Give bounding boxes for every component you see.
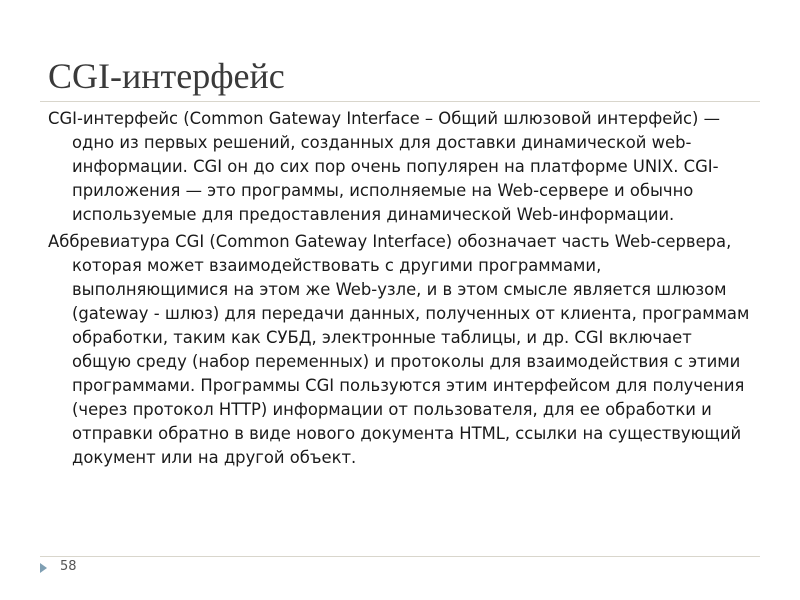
title-divider (40, 101, 760, 102)
triangle-bullet-icon (40, 563, 47, 573)
body-paragraph-2: Аббревиатура CGI (Common Gateway Interface) обозначает часть Web-сервера, которая может взаимодействовать с другими программами, выполняющимися на этом же Web-узле, и в этом смысле является шлюзом (gateway - шлюз) для передачи данных, полученных от клиента, программам обработки, таким как СУБД, электронные таблицы, и др. CGI включает общую среду (набор переменных) и протоколы для взаимодействия с этими программами. Программы CGI пользуются этим интерфейсом для получения (через протокол HTTP) информации от пользователя, для ее обработки и отправки обратно в виде нового документа HTML, ссылки на существующий документ или на другой объект. (48, 232, 750, 467)
slide-title: CGI-интерфейс (48, 56, 285, 96)
page-number: 58 (60, 559, 77, 574)
body-paragraph-1: CGI-интерфейс (Common Gateway Interface – Общий шлюзовой интерфейс) — одно из первых решений, созданных для доставки динамической web-информации. CGI он до сих пор очень популярен на платформе UNIX. CGI-приложения — это программы, исполняемые на Web-сервере и обычно используемые для предоставления динамической Web-информации. (48, 109, 720, 224)
footer-divider (40, 556, 760, 557)
slide-body (48, 107, 756, 473)
